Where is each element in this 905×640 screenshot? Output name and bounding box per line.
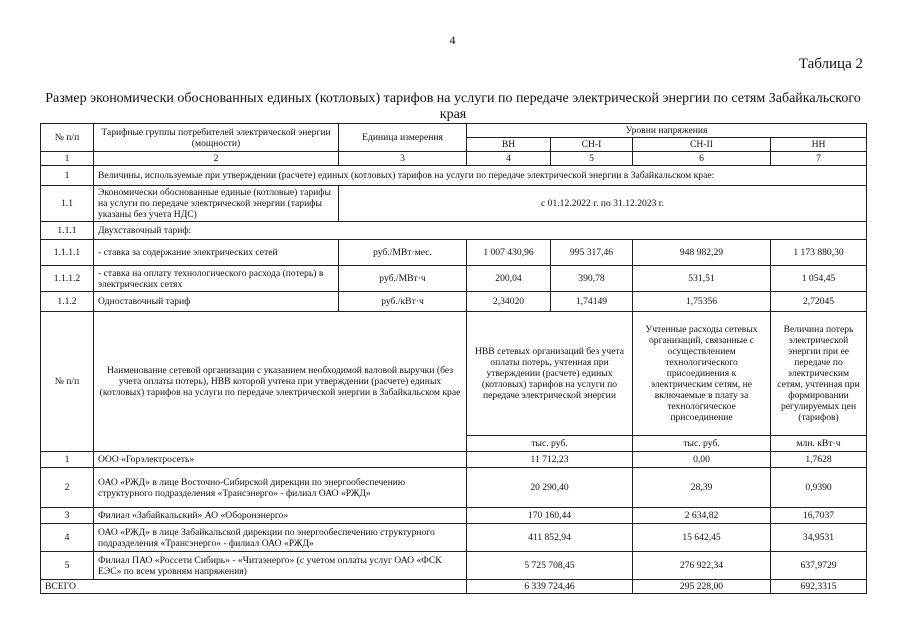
tariff-unit: руб./кВт·ч — [339, 292, 467, 312]
tariff-value: 1,75356 — [633, 292, 771, 312]
row-num: 1.1.1 — [41, 222, 94, 240]
row-text: Двухставочный тариф: — [94, 222, 867, 240]
org-num: 1 — [41, 452, 94, 468]
index-row — [41, 152, 867, 166]
row-num: 1.1.1.1 — [41, 240, 94, 266]
org-row — [41, 468, 867, 508]
org-row — [41, 552, 867, 580]
tariff-table — [40, 123, 867, 594]
tariff-unit: руб./МВт·мес. — [339, 240, 467, 266]
org-header-name: Наименование сетевой организации с указанием необходимой валовой выручки (без учета оплаты потерь), НВВ которой учтена при утверждении (расчете) единых (котловых) тарифов на услуги по передаче электрической энергии в Забайкальском крае — [94, 312, 467, 452]
page-number: 4 — [449, 33, 456, 47]
tariff-value: 1 054,45 — [771, 266, 867, 292]
row-num: 1.1.2 — [41, 292, 94, 312]
tariff-row — [41, 240, 867, 266]
tariff-name: Одноставочный тариф — [94, 292, 339, 312]
org-expenses: 276 922,34 — [633, 552, 771, 580]
org-nvv: 411 852,94 — [467, 524, 633, 552]
row-num: 1.1 — [41, 186, 94, 222]
tariff-value: 995 317,46 — [551, 240, 633, 266]
tariff-unit: руб./МВт·ч — [339, 266, 467, 292]
tariff-value: 1 173 880,30 — [771, 240, 867, 266]
org-header-num: № п/п — [41, 312, 94, 452]
unit-nvv: тыс. руб. — [467, 436, 633, 452]
tariff-table-container — [40, 123, 866, 594]
total-losses: 692,3315 — [771, 580, 867, 594]
org-name: ОАО «РЖД» в лице Забайкальской дирекции по энергообеспечению структурного подразделения «Трансэнерго» - филиал ОАО «РЖД» — [94, 524, 467, 552]
level-sn1: СН-I — [551, 138, 633, 152]
org-num: 4 — [41, 524, 94, 552]
org-expenses: 2 634,82 — [633, 508, 771, 524]
org-num: 3 — [41, 508, 94, 524]
org-losses: 0,9390 — [771, 468, 867, 508]
row-1-1 — [41, 186, 867, 222]
level-vn: ВН — [467, 138, 551, 152]
col-index: 2 — [94, 152, 339, 166]
tariff-value: 531,51 — [633, 266, 771, 292]
org-expenses: 28,39 — [633, 468, 771, 508]
org-name: Филиал ПАО «Россети Сибирь» - «Читаэнерго» (с учетом оплаты услуг ОАО «ФСК ЕЭС» по всем уровням напряжения) — [94, 552, 467, 580]
org-name: ОАО «РЖД» в лице Восточно-Сибирской дирекции по энергообеспечению структурного подразделения «Трансэнерго» - филиал ОАО «РЖД» — [94, 468, 467, 508]
col-index: 7 — [771, 152, 867, 166]
tariff-row — [41, 266, 867, 292]
tariff-value: 2,34020 — [467, 292, 551, 312]
header-row — [41, 124, 867, 138]
col-index: 5 — [551, 152, 633, 166]
row-text: Экономически обоснованные единые (котловые) тарифы на услуги по передаче электрической энергии (тарифы указаны без учета НДС) — [94, 186, 339, 222]
section-row — [41, 166, 867, 186]
org-losses: 1,7628 — [771, 452, 867, 468]
level-nn: НН — [771, 138, 867, 152]
org-header-losses: Величина потерь электрической энергии при ее передаче по электрическим сетям, учтенная при формировании регулируемых цен (тарифов) — [771, 312, 867, 436]
org-name: Филиал «Забайкальский» АО «Оборонэнерго» — [94, 508, 467, 524]
col-index: 4 — [467, 152, 551, 166]
section-num: 1 — [41, 166, 94, 186]
org-row — [41, 508, 867, 524]
total-nvv: 6 339 724,46 — [467, 580, 633, 594]
header-levels: Уровни напряжения — [467, 124, 867, 138]
org-losses: 637,9729 — [771, 552, 867, 580]
col-index: 1 — [41, 152, 94, 166]
tariff-value: 200,04 — [467, 266, 551, 292]
org-name: ООО «Горэлектросеть» — [94, 452, 467, 468]
table-label: Таблица 2 — [798, 56, 863, 72]
row-num: 1.1.1.2 — [41, 266, 94, 292]
col-index: 3 — [339, 152, 467, 166]
section-text: Величины, используемые при утверждении (расчете) единых (котловых) тарифов на услуги по передаче электрической энергии в Забайкальском крае: — [94, 166, 867, 186]
tariff-value: 948 982,29 — [633, 240, 771, 266]
org-num: 5 — [41, 552, 94, 580]
header-groups: Тарифные группы потребителей электрической энергии (мощности) — [94, 124, 339, 152]
tariff-value: 1 007 430,96 — [467, 240, 551, 266]
org-row — [41, 524, 867, 552]
tariff-name: - ставка за содержание электрических сетей — [94, 240, 339, 266]
header-unit: Единица измерения — [339, 124, 467, 152]
header-num: № п/п — [41, 124, 94, 152]
total-expenses: 295 228,00 — [633, 580, 771, 594]
org-nvv: 170 160,44 — [467, 508, 633, 524]
tariff-value: 2,72045 — [771, 292, 867, 312]
org-nvv: 11 712,23 — [467, 452, 633, 468]
total-label: ВСЕГО — [41, 580, 467, 594]
org-num: 2 — [41, 468, 94, 508]
unit-expenses: тыс. руб. — [633, 436, 771, 452]
org-losses: 16,7037 — [771, 508, 867, 524]
level-sn2: СН-II — [633, 138, 771, 152]
org-header-row — [41, 312, 867, 436]
col-index: 6 — [633, 152, 771, 166]
tariff-name: - ставка на оплату технологического расхода (потерь) в электрических сетях — [94, 266, 339, 292]
org-expenses: 0,00 — [633, 452, 771, 468]
unit-losses: млн. кВт·ч — [771, 436, 867, 452]
org-nvv: 5 725 708,45 — [467, 552, 633, 580]
org-header-nvv: НВВ сетевых организаций без учета оплаты потерь, учтенная при утверждении (расчете) единых (котловых) тарифов на услуги по передаче электрической энергии — [467, 312, 633, 436]
org-header-expenses: Учтенные расходы сетевых организаций, связанные с осуществлением технологического присоединения к электрическим сетям, не включаемые в плату за технологическое присоединение — [633, 312, 771, 436]
tariff-value: 390,78 — [551, 266, 633, 292]
total-row — [41, 580, 867, 594]
tariff-row — [41, 292, 867, 312]
org-row — [41, 452, 867, 468]
org-expenses: 15 642,45 — [633, 524, 771, 552]
org-nvv: 20 290,40 — [467, 468, 633, 508]
row-1-1-1 — [41, 222, 867, 240]
period-text: с 01.12.2022 г. по 31.12.2023 г. — [339, 186, 867, 222]
document-title: Размер экономически обоснованных единых (котловых) тарифов на услуги по передаче электрической энергии по сетям Забайкальского края — [45, 91, 861, 122]
org-losses: 34,9531 — [771, 524, 867, 552]
tariff-value: 1,74149 — [551, 292, 633, 312]
